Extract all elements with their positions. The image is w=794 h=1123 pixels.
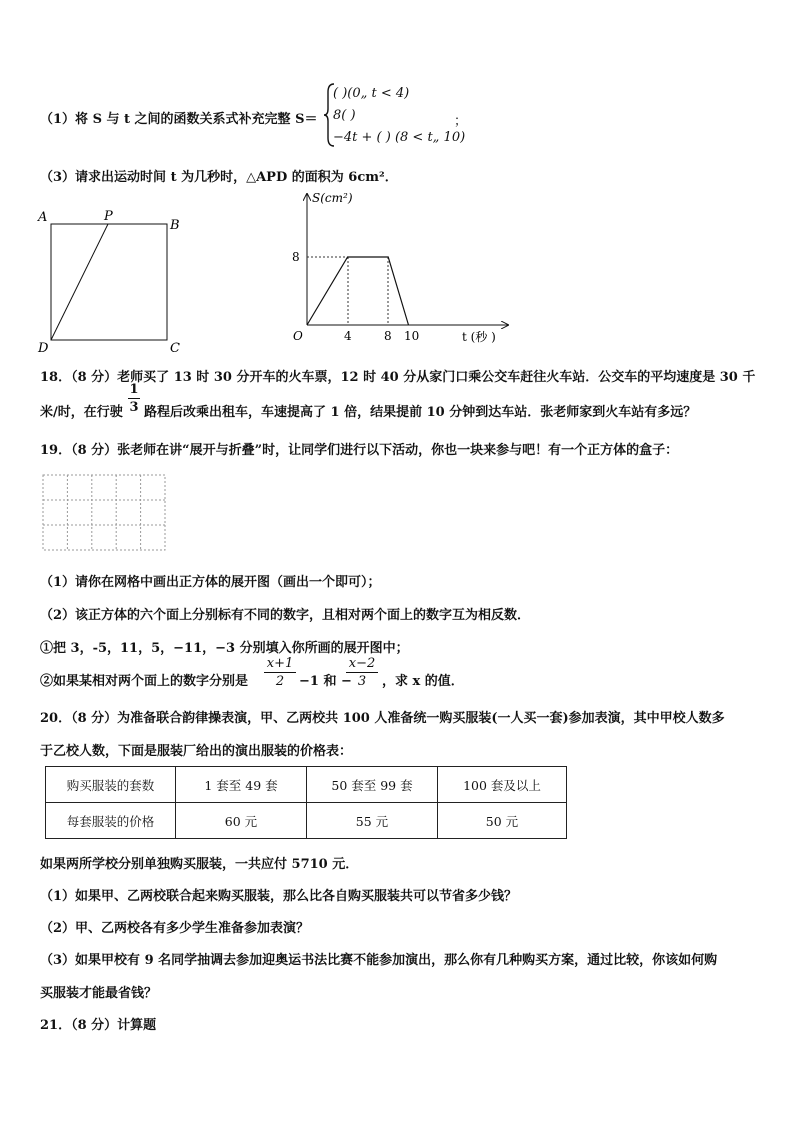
- q18-line1: 18．（8 分）老师买了 13 时 30 分开车的火车票，12 时 40 分从家门口乘公交车赶往火车站．公交车的平均速度是 30 千: [40, 370, 756, 385]
- q19-line1: 19．（8 分）张老师在讲“展开与折叠”时，让同学们进行以下活动，你也一块来参与吧！有一个正方体的盒子：: [40, 443, 679, 458]
- q17-part1-text: （1）将 S 与 t 之间的函数关系式补充完整 S＝: [40, 112, 318, 127]
- q18-line2-start: 米/时，在行驶: [40, 405, 123, 420]
- y-axis-label: S(cm²): [312, 191, 353, 205]
- q18-frac-num: 1: [129, 382, 139, 397]
- table-cell: 购买服装的套数: [46, 767, 176, 803]
- q18-line2-end: 路程后改乘出租车，车速提高了 1 倍，结果提前 10 分钟到达车站．张老师家到火车站有多远？: [144, 405, 697, 420]
- q20-q3-line1: （3）如果甲校有 9 名同学抽调去参加迎奥运书法比赛不能参加演出，那么你有几种购买方案，通过比较，你该如何购: [40, 953, 718, 968]
- q21-title: 21．（8 分）计算题: [40, 1018, 157, 1033]
- label-a: A: [38, 210, 48, 225]
- q19-fraction-1: [264, 657, 296, 688]
- label-c: C: [170, 341, 180, 355]
- table-cell: 100 套及以上: [438, 767, 567, 803]
- s-t-graph: [270, 188, 520, 350]
- q20-q2: （2）甲、乙两校各有多少学生准备参加表演？: [40, 921, 310, 936]
- piecewise-case-2: 8( ): [333, 108, 356, 123]
- price-table: [45, 766, 567, 839]
- q19-part2: （2）该正方体的六个面上分别标有不同的数字，且相对两个面上的数字互为相反数．: [40, 608, 531, 623]
- q19-sub2-start: ②如果某相对两个面上的数字分别是: [40, 674, 249, 689]
- table-cell: 55 元: [307, 803, 438, 839]
- table-cell: 50 套至 99 套: [307, 767, 438, 803]
- piecewise-case-1: ( )(0„ t < 4): [333, 86, 410, 101]
- label-p: P: [104, 209, 113, 224]
- y-tick-8: 8: [292, 250, 300, 264]
- piecewise-case-3: −4t + ( ) (8 < t„ 10): [333, 130, 466, 145]
- q19-fraction-2: [346, 657, 378, 688]
- q18-frac-den: 3: [129, 400, 139, 415]
- q19-f1-num: x+1: [264, 657, 296, 673]
- q18-fraction: [128, 383, 140, 414]
- table-cell: 50 元: [438, 803, 567, 839]
- x-tick-4: 4: [344, 329, 352, 343]
- q19-sub2-end: ，求 x 的值．: [382, 674, 464, 689]
- q19-sub2-mid: −1 和 −: [299, 674, 352, 689]
- q19-f2-den: 3: [357, 674, 367, 689]
- q20-q3-line2: 买服装才能最省钱？: [40, 986, 158, 1001]
- drawing-grid[interactable]: [42, 474, 166, 552]
- q17-part3-text: （3）请求出运动时间 t 为几秒时，△APD 的面积为 6cm²．: [40, 170, 398, 185]
- q19-f1-den: 2: [275, 674, 285, 689]
- label-b: B: [170, 218, 180, 233]
- label-d: D: [38, 341, 49, 355]
- x-axis-label: t (秒 ): [462, 330, 496, 344]
- q20-line2: 于乙校人数，下面是服装厂给出的演出服装的价格表：: [40, 744, 353, 759]
- table-cell: 每套服装的价格: [46, 803, 176, 839]
- q19-f2-num: x−2: [346, 657, 378, 673]
- x-tick-10: 10: [404, 329, 420, 343]
- q20-note: 如果两所学校分别单独购买服装，一共应付 5710 元．: [40, 857, 359, 872]
- q19-part1: （1）请你在网格中画出正方体的展开图（画出一个即可）；: [40, 575, 381, 590]
- q20-line1: 20．（8 分）为准备联合韵律操表演，甲、乙两校共 100 人准备统一购买服装(一人买一套)参加表演，其中甲校人数多: [40, 711, 725, 726]
- part1-semicolon: ；: [454, 114, 468, 129]
- q19-sub1: ①把 3，-5，11，5，−11，−3 分别填入你所画的展开图中；: [40, 641, 409, 656]
- x-tick-8: 8: [384, 329, 392, 343]
- table-row: [46, 803, 567, 839]
- series-line: [307, 257, 409, 325]
- origin-label: O: [293, 329, 303, 343]
- table-row: [46, 767, 567, 803]
- table-cell: 60 元: [176, 803, 307, 839]
- square-abcd-figure: [36, 205, 186, 355]
- q20-q1: （1）如果甲、乙两校联合起来购买服装，那么比各自购买服装共可以节省多少钱？: [40, 889, 518, 904]
- table-cell: 1 套至 49 套: [176, 767, 307, 803]
